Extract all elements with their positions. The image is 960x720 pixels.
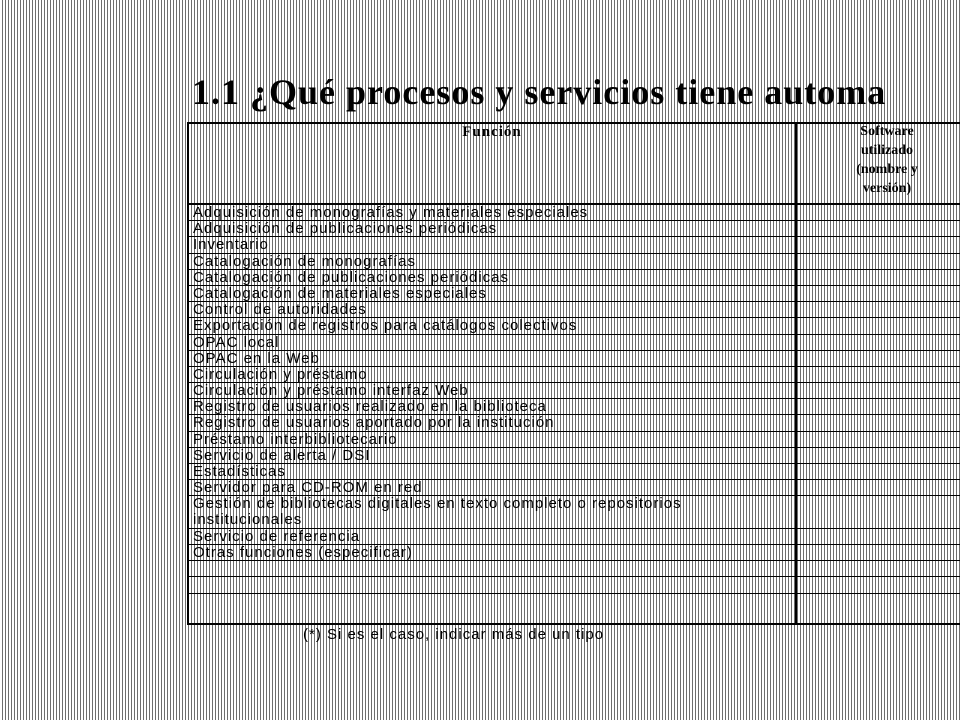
software-cell [797,399,960,415]
software-cell [797,480,960,496]
slide-title: 1.1 ¿Qué procesos y servicios tiene automa [192,72,887,112]
table-row [189,577,795,593]
software-cell [797,577,960,593]
column-header-function: Función [462,124,522,140]
software-cell [797,448,960,464]
table-row: Estadísticas [189,464,795,480]
software-cell [797,561,960,577]
table-row: Catalogación de materiales especiales [189,286,795,302]
table-row: Otras funciones (especificar) [189,545,795,561]
software-cell [797,254,960,270]
software-cell [797,415,960,431]
table-row: Gestión de bibliotecas digitales en texto completo o repositorios institucionales [189,496,795,528]
table-row: OPAC local [189,335,795,351]
table-row: Circulación y préstamo [189,367,795,383]
column-header-software: Software utilizado (nombre y versión) [856,124,918,196]
table-row [189,561,795,577]
table-row: Adquisición de monografías y materiales especiales [189,205,795,221]
table-row: Catalogación de publicaciones periódicas [189,270,795,286]
software-cell [797,464,960,480]
software-cell [797,286,960,302]
function-rows [189,205,795,594]
software-cell [797,545,960,561]
table-row: OPAC en la Web [189,351,795,367]
table-row: Registro de usuarios aportado por la institución [189,415,795,431]
software-cell [797,351,960,367]
software-cell [797,221,960,237]
software-cell [797,205,960,221]
software-cell [797,383,960,399]
software-cell [797,302,960,318]
software-cell [797,496,960,528]
table-row: Servidor para CD-ROM en red [189,480,795,496]
table-row: Control de autoridades [189,302,795,318]
table-row: Adquisición de publicaciones periódicas [189,221,795,237]
software-cell [797,367,960,383]
table-row: Catalogación de monografías [189,254,795,270]
table-row: Préstamo interbibliotecario [189,432,795,448]
table-row: Exportación de registros para catálogos colectivos [189,318,795,334]
software-cell [797,318,960,334]
table-row: Servicio de referencia [189,529,795,545]
software-cell [797,335,960,351]
table-row: Servicio de alerta / DSI [189,448,795,464]
software-cell [797,237,960,253]
table-row: Circulación y préstamo interfaz Web [189,383,795,399]
table-row: Inventario [189,237,795,253]
table-row: Registro de usuarios realizado en la biblioteca [189,399,795,415]
software-cells [797,205,960,594]
software-cell [797,270,960,286]
software-cell [797,529,960,545]
software-cell [797,432,960,448]
footnote: (*) Si es el caso, indicar más de un tipo [303,626,605,643]
